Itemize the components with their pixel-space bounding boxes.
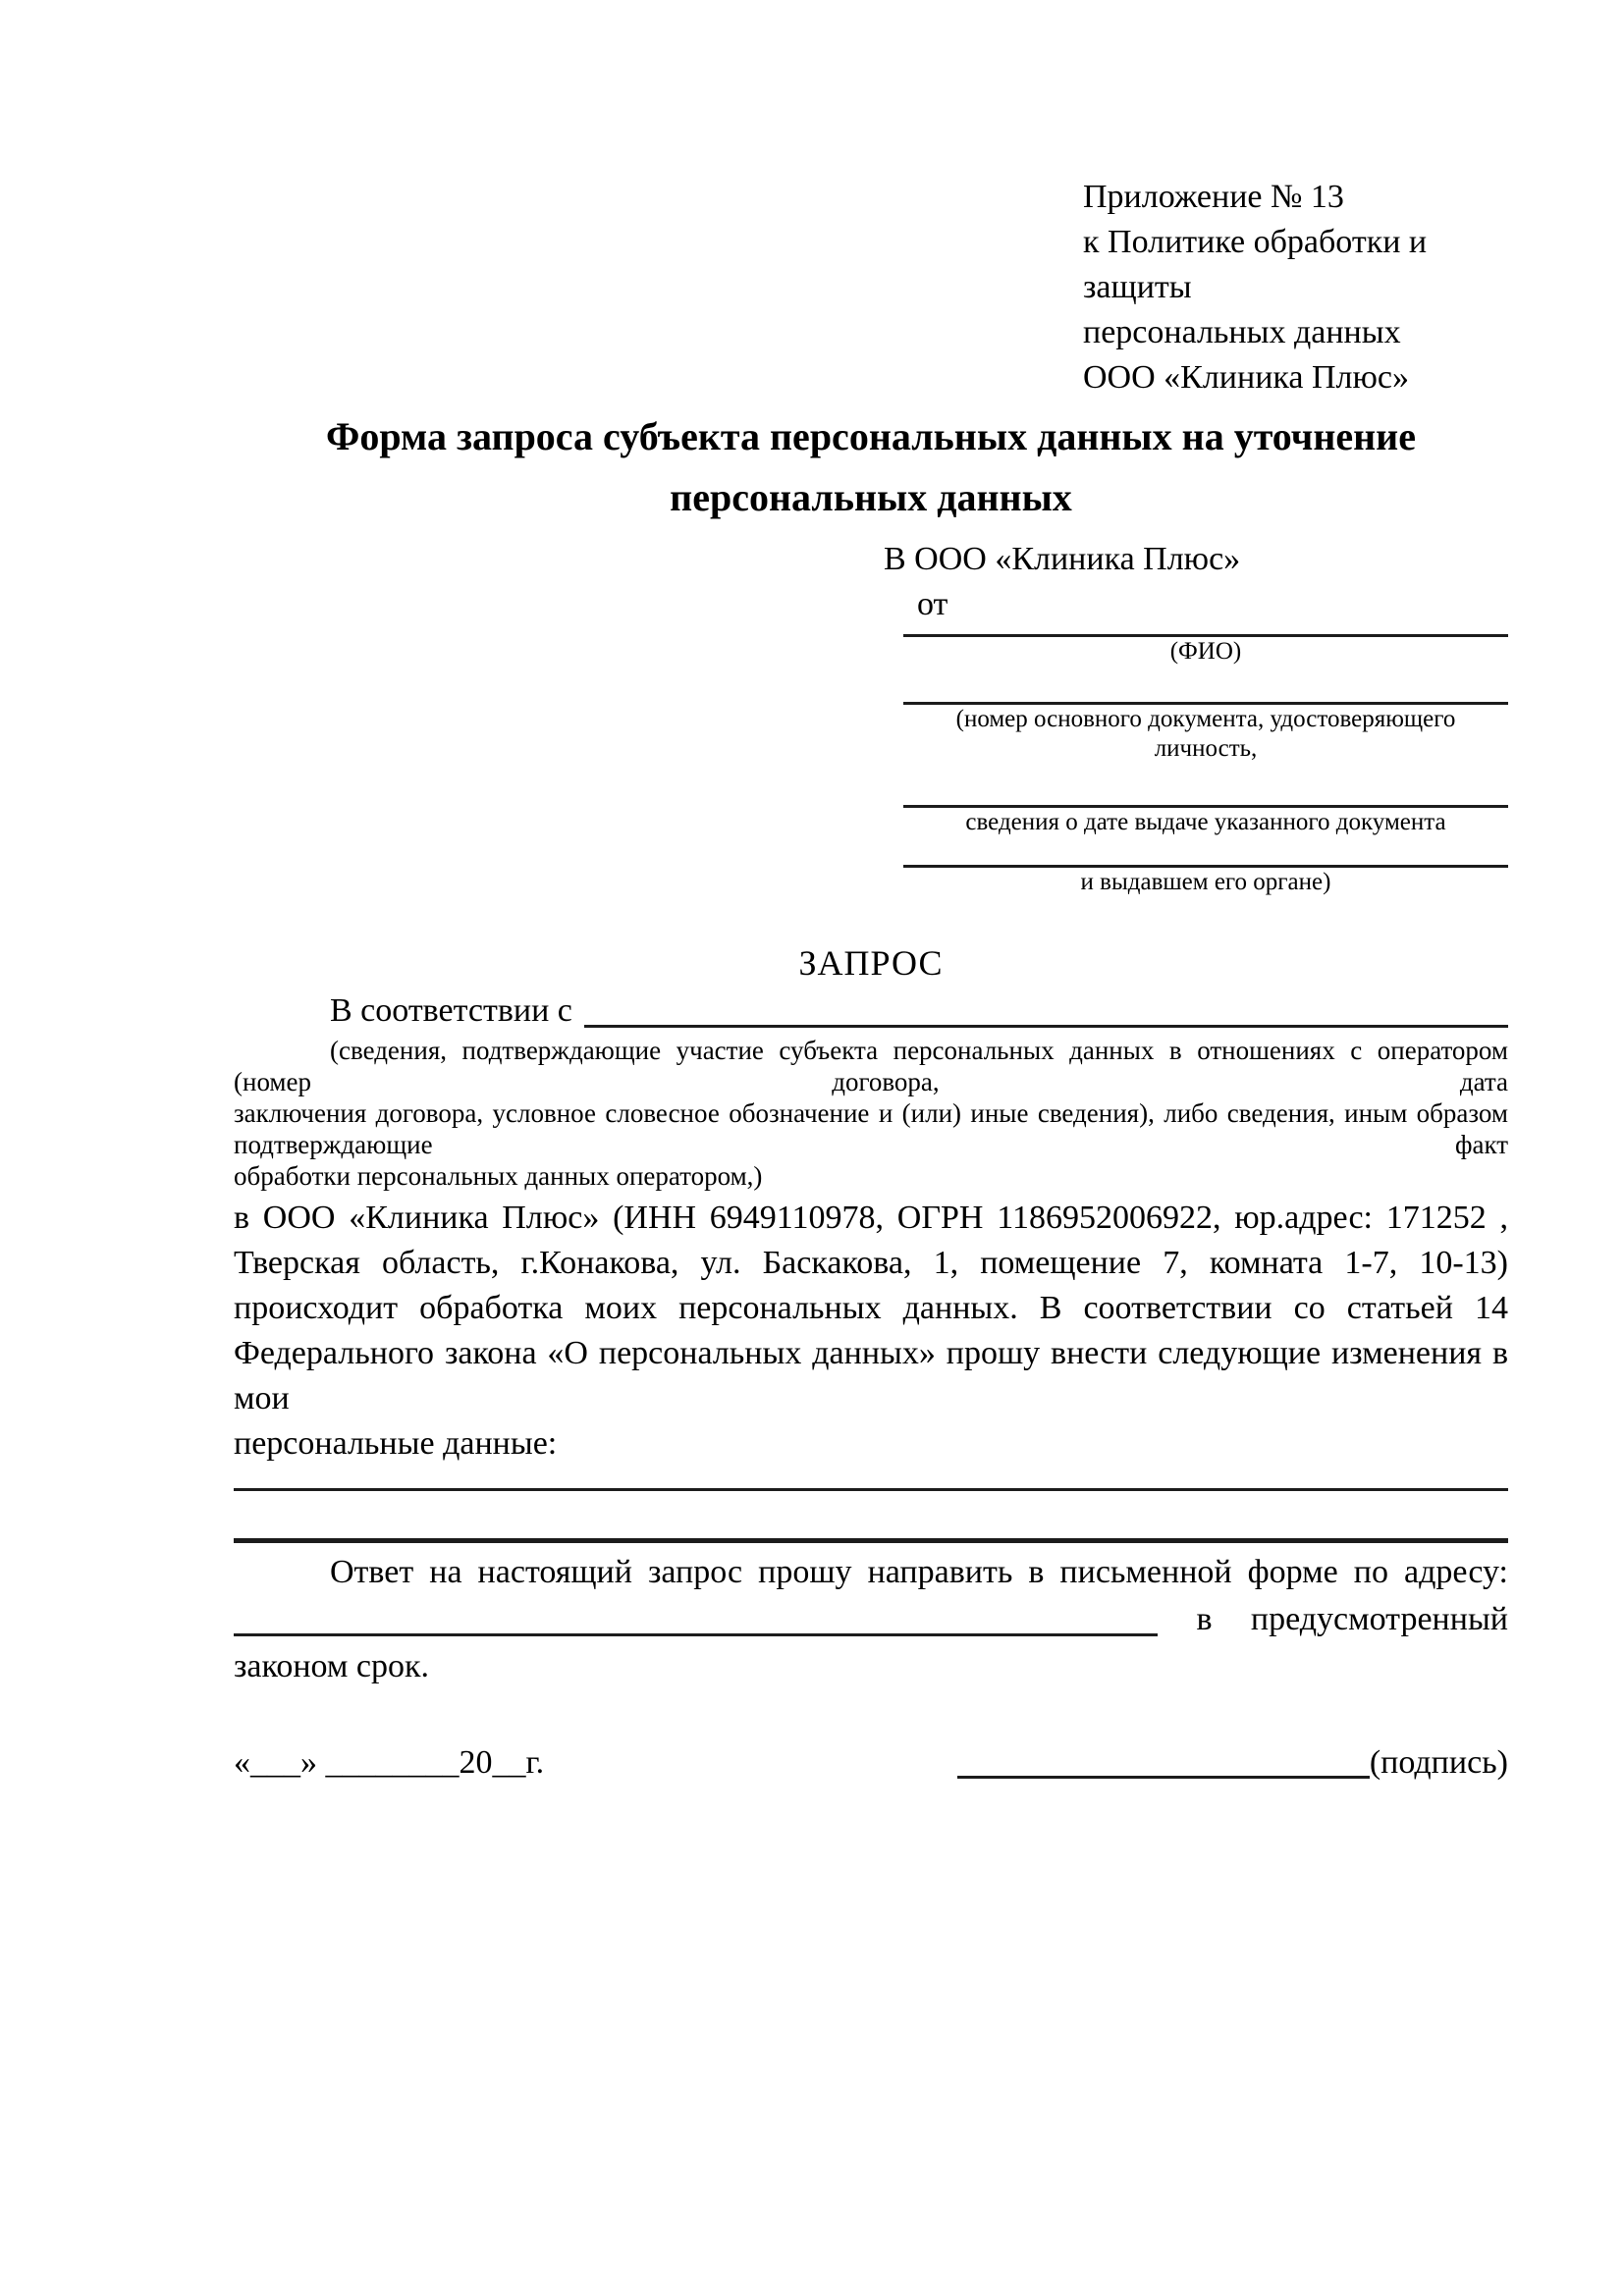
addressee-to: В ООО «Клиника Плюс» (884, 541, 1241, 577)
document-number-blank-line (903, 667, 1508, 705)
body-paragraph (234, 1196, 1508, 1467)
signature-caption: (подпись) (1369, 1744, 1508, 1781)
body-line-5: персональные данные: (234, 1425, 558, 1462)
date-blank: «___» ________20__г. (234, 1744, 545, 1781)
issue-date-caption: сведения о дате выдаче указанного документа (965, 809, 1446, 835)
intro-blank-line (584, 1025, 1508, 1028)
reply-address-blank-line (234, 1633, 1158, 1636)
request-heading: ЗАПРОС (798, 943, 944, 983)
body-line-4: Федерального закона «О персональных данных» прошу внести следующие изменения в мои (234, 1335, 1508, 1416)
appendix-line-pd: персональных данных (1083, 314, 1401, 350)
fine-print-block (234, 1035, 1508, 1192)
fine-print-line-3: обработки персональных данных оператором,) (234, 1161, 763, 1191)
addressee-block (884, 538, 1508, 897)
document-number-caption: (номер основного документа, удостоверяющего личность, (955, 706, 1456, 762)
document-title (234, 406, 1508, 528)
fio-field (903, 626, 1508, 667)
appendix-line-company: ООО «Клиника Плюс» (1083, 359, 1409, 396)
appendix-line-policy: к Политике обработки и защиты (1083, 224, 1428, 305)
reply-word-v: в (1196, 1601, 1213, 1637)
document-title-line-2: персональных данных (670, 475, 1072, 519)
fine-print-line-2: заключения договора, условное словесное обозначение и (или) иные сведения), либо сведения, иным образом подтверждающие факт (234, 1098, 1508, 1159)
document-title-line-1: Форма запроса субъекта персональных данных на уточнение (326, 414, 1416, 458)
issuer-blank-line (903, 837, 1508, 868)
appendix-line-number: Приложение № 13 (1083, 179, 1344, 215)
appendix-block (1083, 175, 1508, 400)
signature-row (234, 1741, 1508, 1785)
issue-date-blank-line (903, 764, 1508, 808)
reply-word-predusmotrenny: предусмотренный (1250, 1601, 1508, 1637)
fine-print-line-1: (сведения, подтверждающие участие субъекта персональных данных в отношениях с оператором (номер договора, дата (234, 1036, 1508, 1096)
intro-row (234, 988, 1508, 1035)
fio-caption: (ФИО) (1169, 638, 1242, 665)
issuer-field (903, 837, 1508, 897)
fio-blank-line (903, 626, 1508, 637)
reply-line-1: Ответ на настоящий запрос прошу направить в письменной форме по адресу: (330, 1554, 1508, 1590)
issue-date-field (903, 764, 1508, 837)
body-line-3: происходит обработка моих персональных данных. В соответствии со статьей 14 (234, 1290, 1508, 1326)
reply-line-3: законом срок. (234, 1648, 429, 1684)
changes-blank-line-2 (234, 1538, 1508, 1543)
intro-label: В соответствии с (330, 992, 572, 1029)
signature-right (957, 1741, 1508, 1785)
changes-blank-line-1 (234, 1472, 1508, 1491)
body-line-1: в ООО «Клиника Плюс» (ИНН 6949110978, ОГРН 1186952006922, юр.адрес: 171252 , (234, 1200, 1508, 1236)
issuer-caption: и выдавшем его органе) (1080, 869, 1331, 895)
reply-paragraph (234, 1549, 1508, 1690)
document-number-field (903, 667, 1508, 764)
addressee-from-label: от (917, 586, 948, 622)
body-line-2: Тверская область, г.Конакова, ул. Баскакова, 1, помещение 7, комната 1-7, 10-13) (234, 1245, 1508, 1281)
signature-blank-line (957, 1776, 1370, 1779)
reply-address-row (234, 1596, 1508, 1643)
